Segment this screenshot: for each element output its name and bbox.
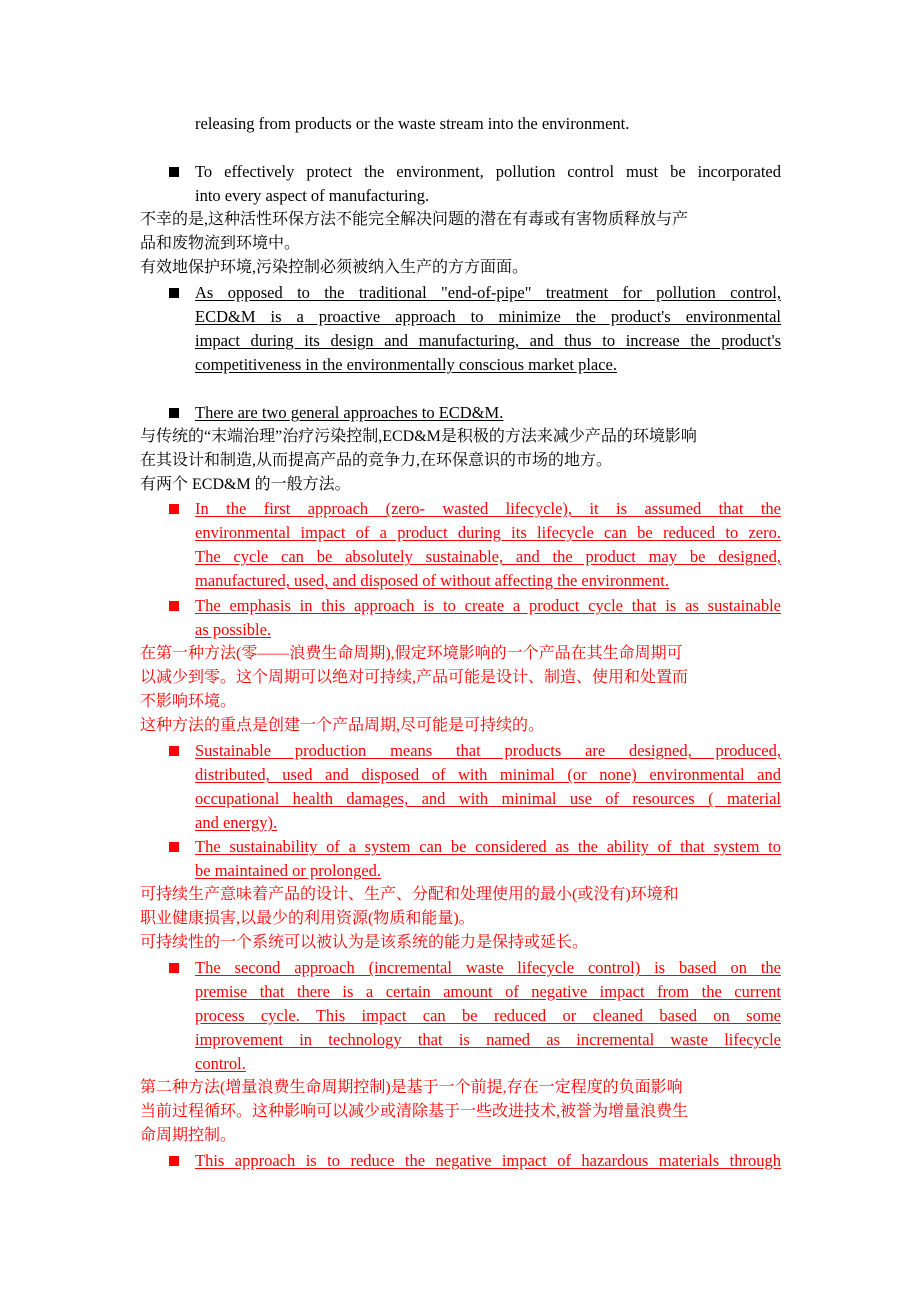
bullet-text-line: impact during its design and manufacturing, and thus to increase the product's <box>195 331 781 350</box>
chinese-line: 可持续生产意味着产品的设计、生产、分配和处理使用的最小(或没有)环境和 <box>140 886 679 903</box>
bullet-text-line: As opposed to the traditional "end-of-pipe" treatment for pollution control, <box>195 283 781 302</box>
bullet-text-line: and energy). <box>195 813 278 832</box>
bullet-text-line: There are two general approaches to ECD&M. <box>195 403 504 422</box>
bullet-text-line: The sustainability of a system can be considered as the ability of that system to <box>195 837 781 856</box>
chinese-line: 有效地保护环境,污染控制必须被纳入生产的方方面面。 <box>140 259 529 276</box>
bullet-text-line: manufactured, used, and disposed of without affecting the environment. <box>195 571 669 590</box>
bullet-text-line: control. <box>195 1054 246 1073</box>
bullet-icon <box>169 504 179 514</box>
paragraph-line: releasing from products or the waste stream into the environment. <box>195 114 630 133</box>
bullet-icon <box>169 746 179 756</box>
bullet-text-line: as possible. <box>195 620 272 639</box>
bullet-text-line: ECD&M is a proactive approach to minimize the product's environmental <box>195 307 781 326</box>
bullet-icon <box>169 601 179 611</box>
bullet-text-line: competitiveness in the environmentally conscious market place. <box>195 355 617 374</box>
bullet-icon <box>169 167 179 177</box>
bullet-text-line: occupational health damages, and with minimal use of resources ( material <box>195 789 781 808</box>
chinese-line: 与传统的“末端治理”治疗污染控制,ECD&M是积极的方法来减少产品的环境影响 <box>140 428 697 445</box>
bullet-text-line: The emphasis in this approach is to create a product cycle that is as sustainable <box>195 596 781 615</box>
bullet-text-line: be maintained or prolonged. <box>195 861 382 880</box>
bullet-text-line: environmental impact of a product during its lifecycle can be reduced to zero. <box>195 523 781 542</box>
chinese-line: 不幸的是,这种活性环保方法不能完全解决问题的潜在有毒或有害物质释放与产 <box>140 211 689 228</box>
chinese-line: 在其设计和制造,从而提高产品的竞争力,在环保意识的市场的地方。 <box>140 452 613 469</box>
chinese-line: 不影响环境。 <box>140 693 237 710</box>
chinese-line: 当前过程循环。这种影响可以减少或清除基于一些改进技术,被誉为增量浪费生 <box>140 1103 689 1120</box>
bullet-text-line: Sustainable production means that products are designed, produced, <box>195 741 781 760</box>
chinese-line: 第二种方法(增量浪费生命周期控制)是基于一个前提,存在一定程度的负面影响 <box>140 1079 683 1096</box>
bullet-icon <box>169 1156 179 1166</box>
bullet-text-line: In the first approach (zero- wasted lifecycle), it is assumed that the <box>195 499 781 518</box>
chinese-line: 职业健康损害,以最少的利用资源(物质和能量)。 <box>140 910 475 927</box>
bullet-text-line: improvement in technology that is named as incremental waste lifecycle <box>195 1030 781 1049</box>
bullet-text-line: into every aspect of manufacturing. <box>195 186 430 205</box>
chinese-line: 在第一种方法(零——浪费生命周期),假定环境影响的一个产品在其生命周期可 <box>140 645 683 662</box>
chinese-line: 品和废物流到环境中。 <box>140 235 301 252</box>
bullet-text-line: The second approach (incremental waste lifecycle control) is based on the <box>195 958 781 977</box>
chinese-line: 命周期控制。 <box>140 1127 237 1144</box>
bullet-text-line: process cycle. This impact can be reduced or cleaned based on some <box>195 1006 781 1025</box>
bullet-icon <box>169 963 179 973</box>
bullet-text-line: distributed, used and disposed of with minimal (or none) environmental and <box>195 765 781 784</box>
bullet-icon <box>169 288 179 298</box>
chinese-line: 有两个 ECD&M 的一般方法。 <box>140 476 351 493</box>
bullet-text-line: premise that there is a certain amount of negative impact from the current <box>195 982 781 1001</box>
bullet-text-line: The cycle can be absolutely sustainable, and the product may be designed, <box>195 547 781 566</box>
chinese-line: 这种方法的重点是创建一个产品周期,尽可能是可持续的。 <box>140 717 545 734</box>
bullet-icon <box>169 842 179 852</box>
bullet-icon <box>169 408 179 418</box>
bullet-text-line: To effectively protect the environment, pollution control must be incorporated <box>195 162 781 181</box>
chinese-line: 以减少到零。这个周期可以绝对可持续,产品可能是设计、制造、使用和处置而 <box>140 669 689 686</box>
bullet-text-line: This approach is to reduce the negative impact of hazardous materials through <box>195 1151 781 1170</box>
chinese-line: 可持续性的一个系统可以被认为是该系统的能力是保持或延长。 <box>140 934 589 951</box>
